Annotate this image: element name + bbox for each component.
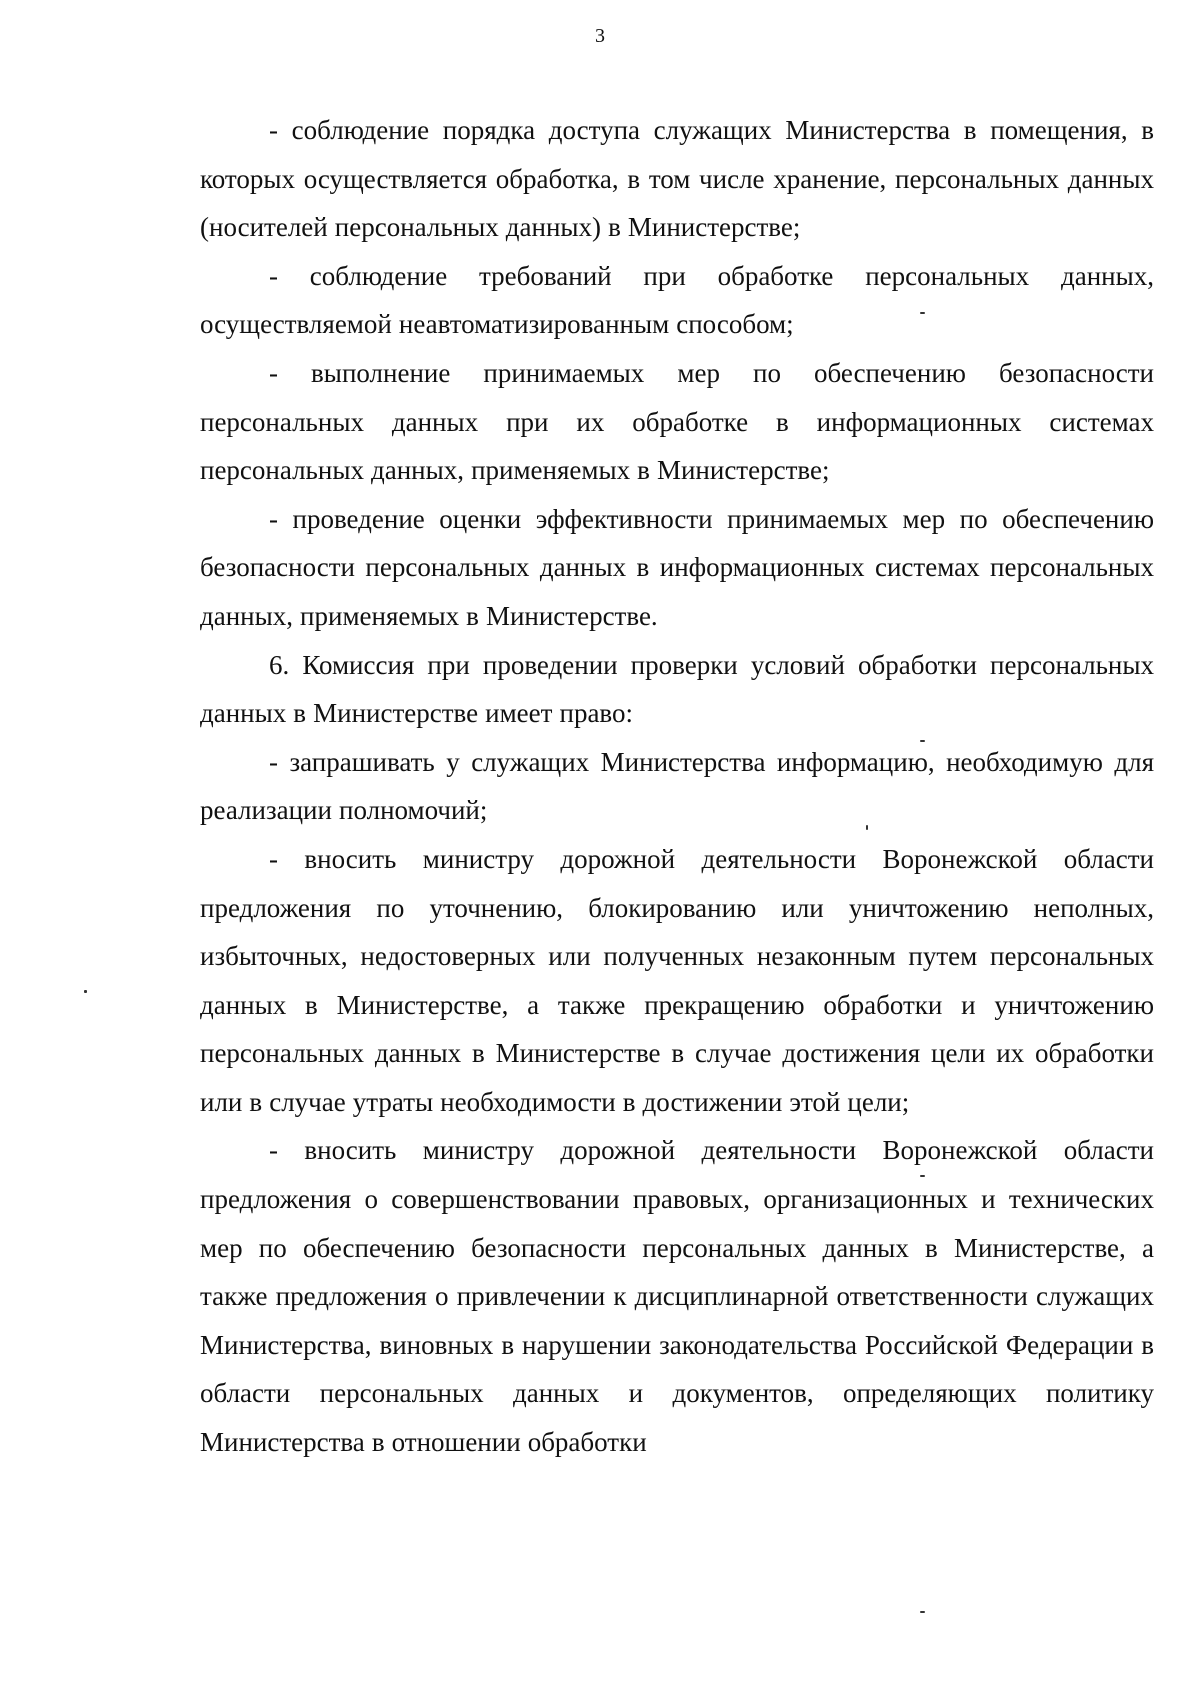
paragraph-proposals-clarification: - вносить министру дорожной деятельности Воронежской области предложения по уточнению, блокированию или уничтожению неполных, избыточных, недостоверных или полученных незаконным путем персональных данных в Министерстве, а также прекращению обработки и уничтожению персональных данных в Министерстве в случае достижения цели их обработки или в случае утраты необходимости в достижении этой цели; bbox=[200, 843, 1154, 1117]
paragraph-proposals-improvement: - вносить министру дорожной деятельности Воронежской области предложения о совершенствовании правовых, организационных и технических мер по обеспечению безопасности персональных данных в Министерстве, а также предложения о привлечении к дисциплинарной ответственности служащих Министерства, виновных в нарушении законодательства Российской Федерации в области персональных данных и документов, определяющих политику Министерства в отношении обработки bbox=[200, 1135, 1154, 1458]
page-number: 3 bbox=[595, 25, 605, 47]
scan-speck bbox=[920, 1611, 925, 1613]
paragraph-access-order: - соблюдение порядка доступа служащих Министерства в помещения, в которых осуществляется обработка, в том числе хранение, персональных данных (носителей персональных данных) в Министерстве; bbox=[200, 115, 1154, 243]
paragraph-commission-rights: 6. Комиссия при проведении проверки условий обработки персональных данных в Министерстве имеет право: bbox=[200, 649, 1154, 729]
paragraph-effectiveness-assessment: - проведение оценки эффективности принимаемых мер по обеспечению безопасности персональных данных в информационных системах персональных данных, применяемых в Министерстве. bbox=[200, 503, 1154, 631]
paragraph-non-automated-processing: - соблюдение требований при обработке персональных данных, осуществляемой неавтоматизированным способом; bbox=[200, 260, 1154, 340]
paragraph-request-information: - запрашивать у служащих Министерства информацию, необходимую для реализации полномочий; bbox=[200, 746, 1154, 826]
scan-speck bbox=[920, 1175, 925, 1177]
scan-speck bbox=[866, 825, 868, 830]
paragraph-security-measures: - выполнение принимаемых мер по обеспечению безопасности персональных данных при их обработке в информационных системах персональных данных, применяемых в Министерстве; bbox=[200, 357, 1154, 486]
scan-speck bbox=[920, 740, 925, 742]
document-body bbox=[200, 106, 1154, 1467]
scan-speck bbox=[84, 990, 87, 993]
scan-speck bbox=[920, 312, 925, 314]
